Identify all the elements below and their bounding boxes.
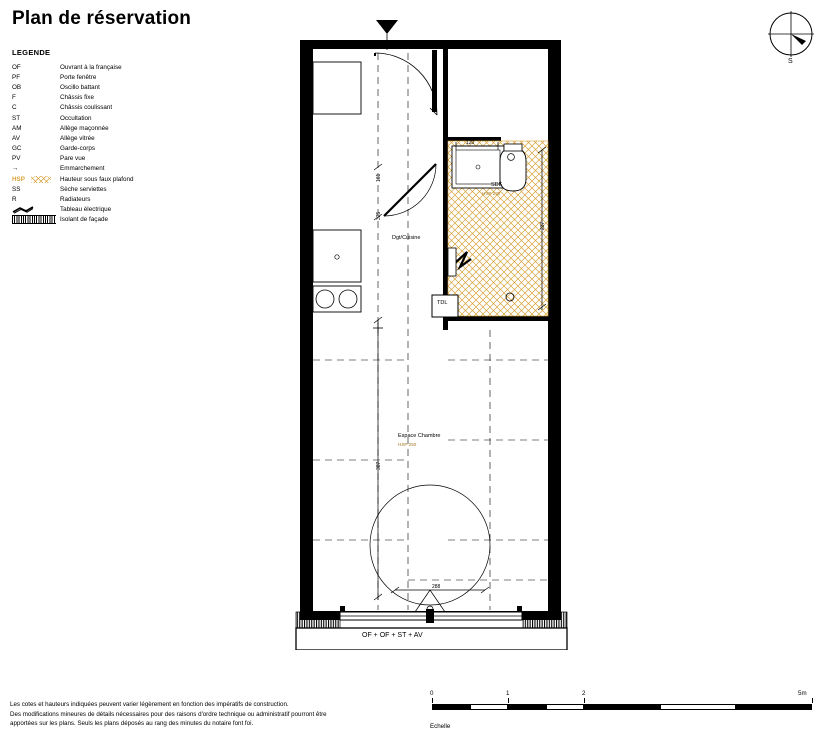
legend-key: C [12,104,17,112]
window-spec-label: OF + OF + ST + AV [362,632,423,639]
legend-item [12,103,242,113]
legend-key: → [12,165,19,173]
floorplan-drawing [280,20,610,650]
legend-item [12,164,242,174]
footnote-line: Les cotes et hauteurs indiquées peuvent varier légèrement en fonction des impératifs de construction. [10,701,289,708]
compass-south-label: S [788,58,793,65]
legend-desc: Tableau électrique [60,206,112,214]
legend-heading: LEGENDE [12,48,51,57]
dimension-161: 161 [376,173,382,182]
room-hsp-chambre: HSP 250 [398,442,417,447]
legend-desc: Sèche serviettes [60,185,107,193]
legend-item [12,184,242,194]
legend-key: PF [12,73,21,81]
legend-desc: Châssis fixe [60,94,94,102]
legend-item-tdl [12,205,242,215]
hatch-swatch-icon [31,176,51,183]
legend-key: PV [12,155,21,163]
legend-key: SS [12,185,21,193]
dimension-387: 387 [376,461,382,470]
legend-item [12,133,242,143]
legend-item [12,93,242,103]
scale-tick-1: 1 [506,690,510,697]
dimension-325: 325 [376,211,382,220]
legend-item [12,123,242,133]
legend-key: F [12,94,16,102]
legend-desc: Emmarchement [60,165,105,173]
floorplan-svg [280,20,610,650]
legend-panel [12,48,242,225]
legend-item [12,113,242,123]
compass-rose [762,10,820,74]
legend-item [12,72,242,82]
legend-desc: Isolant de façade [60,216,108,224]
footnote-line: Des modifications mineures de détails nécessaires pour des raisons d'ordre technique ou administratif pourront être [10,710,327,718]
legend-desc: Allège maçonnée [60,124,109,132]
legend-desc: Oscillo battant [60,83,100,91]
legend-key: HSP [12,175,25,183]
legend-key: OB [12,83,22,91]
dimension-288: 288 [432,584,441,590]
room-label-dgt-cuisine: Dgt/Cuisine [392,235,421,241]
legend-item-hsp [12,174,242,184]
scale-tick-2: 2 [582,690,586,697]
label-tdl: TDL [437,300,448,306]
legend-item [12,154,242,164]
legend-item [12,194,242,204]
scale-title: Echelle [430,723,451,730]
legend-desc: Châssis coulissant [60,104,113,112]
legend-key: GC [12,145,22,153]
footnote [10,700,410,729]
legend-key: ST [12,114,21,122]
dimension-237: 237 [540,221,546,230]
legend-key: OF [12,63,21,71]
legend-key: AV [12,134,20,142]
scale-tick-5m: 5m [798,690,807,697]
legend-key: AM [12,124,22,132]
legend-desc: Allège vitrée [60,134,95,142]
scale-bar [430,690,820,735]
legend-desc: Ouvrant à la française [60,63,122,71]
electrical-panel-icon [12,206,34,214]
room-label-sde: SDE [491,182,503,188]
legend-desc: Porte fenêtre [60,73,97,81]
legend-desc: Occultation [60,114,92,122]
legend-key: R [12,196,17,204]
legend-item [12,144,242,154]
dimension-120: 120 [466,140,475,146]
legend-desc: Hauteur sous faux plafond [60,175,134,183]
insulation-swatch-icon [12,215,56,224]
legend-desc: Radiateurs [60,196,91,204]
legend-item [12,82,242,92]
room-label-espace-chambre: Espace Chambre [398,433,441,439]
legend-desc: Pare vue [60,155,86,163]
scale-tick-0: 0 [430,690,434,697]
legend-item-insulation [12,215,242,225]
footnote-line: apportées sur les plans. Seuls les plans déposés au rang des minutes du notaire font foi. [10,720,254,727]
page-title: Plan de réservation [12,8,192,29]
room-hsp-sde: HSP 230 [482,191,501,196]
legend-desc: Garde-corps [60,145,95,153]
legend-item [12,62,242,72]
